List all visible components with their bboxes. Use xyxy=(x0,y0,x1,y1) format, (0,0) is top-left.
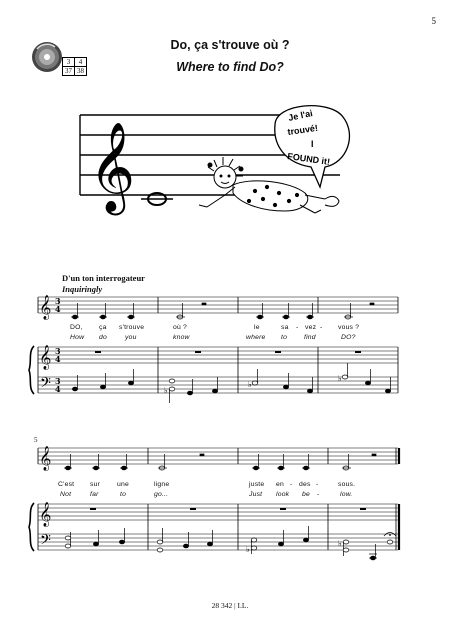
lyric-syllable: to xyxy=(120,491,127,498)
lyric-syllable: - xyxy=(316,481,319,488)
time-signature-bottom: 4 xyxy=(55,304,61,314)
time-signature-top: 3 xyxy=(55,376,61,386)
bass-clef-icon: 𝄢 xyxy=(40,375,51,395)
piano-brace xyxy=(29,503,34,551)
time-signature-top: 3 xyxy=(55,346,61,356)
lyric-syllable: sous. xyxy=(338,481,356,488)
lyric-syllable: une xyxy=(117,481,129,488)
page-title-english: Where to find Do? xyxy=(176,60,284,74)
treble-clef-icon: 𝄞 xyxy=(89,122,136,212)
lyric-syllable: - xyxy=(290,481,293,488)
lyric-syllable: s'trouve xyxy=(119,324,145,331)
piano-bass-notes xyxy=(72,363,390,403)
vocal-notes xyxy=(71,303,374,319)
svg-text:♭: ♭ xyxy=(164,386,168,395)
lyric-syllable: Not xyxy=(60,491,72,498)
lyric-syllable: look xyxy=(276,491,290,498)
time-signature-top: 3 xyxy=(55,296,61,306)
speech-line: I xyxy=(311,139,314,149)
lyric-syllable: sa xyxy=(281,324,289,331)
lyric-syllable: sur xyxy=(90,481,101,488)
piano-brace xyxy=(29,346,34,394)
lyric-syllable: find xyxy=(304,334,316,341)
illustration xyxy=(75,95,375,225)
vocal-notes xyxy=(64,454,376,470)
speech-line: trouvé! xyxy=(286,122,319,137)
tempo-marking-french: D'un ton interrogateur xyxy=(62,273,145,283)
barlines xyxy=(38,448,396,550)
lyric-syllable: DO? xyxy=(341,334,356,341)
lyric-syllable: - xyxy=(320,324,323,331)
svg-text:♭: ♭ xyxy=(338,539,342,548)
lyric-syllable: vous ? xyxy=(338,324,360,331)
score-system-2 xyxy=(0,441,460,581)
piano-bass-notes xyxy=(65,526,393,560)
page-number: 5 xyxy=(431,16,436,26)
lyric-syllable: far xyxy=(90,491,99,498)
svg-text:♭: ♭ xyxy=(338,374,342,383)
svg-text:♭: ♭ xyxy=(246,545,250,554)
piano-treble-staff xyxy=(38,504,398,520)
treble-clef-icon: 𝄞 xyxy=(39,502,52,526)
lyric-syllable: where xyxy=(246,334,266,341)
lyric-syllable: Just xyxy=(249,491,263,498)
lyric-syllable: you xyxy=(125,334,137,341)
lyric-syllable: know xyxy=(173,334,190,341)
lyric-syllable: où ? xyxy=(173,324,188,331)
lyric-syllable: ça xyxy=(99,324,107,331)
vocal-staff xyxy=(38,297,398,313)
track-number: 37 xyxy=(63,67,75,76)
time-signature-bottom: 4 xyxy=(55,354,61,364)
lyric-syllable: How xyxy=(70,334,85,341)
treble-clef-icon: 𝄞 xyxy=(39,295,52,319)
lyric-syllable: - xyxy=(296,324,299,331)
lyric-syllable: low. xyxy=(340,491,353,498)
time-signature-bottom: 4 xyxy=(55,384,61,394)
track-number: 38 xyxy=(75,67,87,76)
lyric-syllable: to xyxy=(281,334,288,341)
vocal-staff xyxy=(38,448,398,464)
lyric-syllable: vez xyxy=(305,324,317,331)
measure-number: 5 xyxy=(34,436,38,444)
fermata-dot xyxy=(389,534,391,536)
lyric-syllable: le xyxy=(254,324,260,331)
speech-line: Je l'ai xyxy=(287,108,314,123)
page-footer: 28 342 | I.L. xyxy=(211,601,249,610)
svg-text:♭: ♭ xyxy=(248,380,252,389)
speech-line: FOUND it! xyxy=(286,151,331,167)
lyric-syllable: - xyxy=(317,491,320,498)
lyric-syllable: go... xyxy=(154,491,169,498)
lyric-syllable: en xyxy=(276,481,284,488)
score-system-1 xyxy=(0,290,460,415)
treble-clef-icon: 𝄞 xyxy=(39,446,52,470)
lyric-syllable: ligne xyxy=(154,481,170,488)
lyric-syllable: C'est xyxy=(58,481,75,488)
lyric-syllable: do xyxy=(99,334,107,341)
track-number: 4 xyxy=(75,58,87,67)
lyric-syllable: juste xyxy=(249,481,265,488)
tempo-marking-english: Inquiringly xyxy=(62,284,103,294)
bass-clef-icon: 𝄢 xyxy=(40,532,51,552)
page-title-french: Do, ça s'trouve où ? xyxy=(170,38,290,52)
lyric-syllable: be xyxy=(302,491,310,498)
piano-treble-staff xyxy=(38,347,398,363)
piano-bass-staff xyxy=(38,377,398,393)
treble-clef-icon: 𝄞 xyxy=(39,345,52,369)
lyric-syllable: des xyxy=(299,481,311,488)
lyric-syllable: DO, xyxy=(70,324,83,331)
track-number: 3 xyxy=(63,58,75,67)
